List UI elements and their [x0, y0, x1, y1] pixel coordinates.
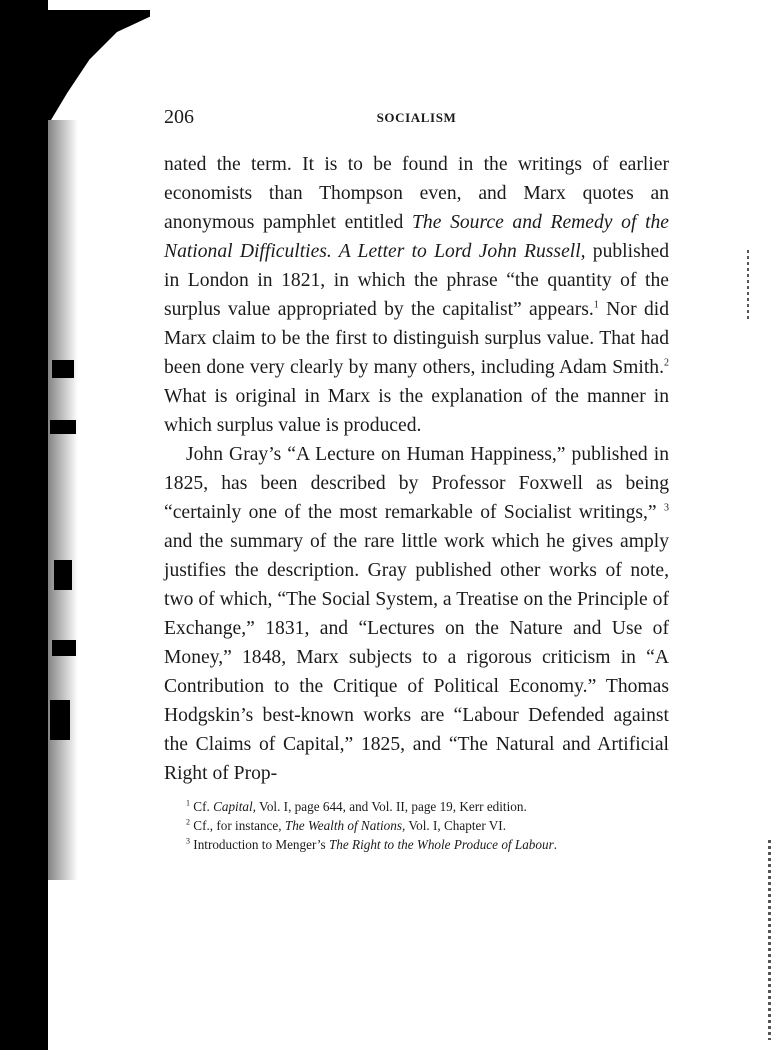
footnote-text: .	[553, 837, 558, 852]
scan-right-mark	[747, 250, 749, 320]
page-number: 206	[164, 106, 194, 128]
footnote-mark: 3	[186, 836, 190, 846]
page-header	[164, 100, 669, 128]
footnote	[164, 816, 669, 835]
footnote-ref: 3	[664, 502, 669, 514]
paragraph	[164, 150, 669, 440]
body-text	[164, 150, 669, 788]
scan-binding-edge	[40, 10, 150, 120]
footnote-text: Cf.	[190, 799, 214, 814]
text-run: What is original in Marx is the explanation of the manner in which surplus value is produced.	[164, 386, 669, 436]
scan-speck	[54, 560, 72, 590]
scan-gutter-shade	[44, 120, 78, 880]
footnote	[164, 835, 669, 854]
scan-speck	[52, 640, 76, 656]
footnote-title: The Wealth of Nations,	[284, 818, 406, 833]
footnote-text: Introduction to Menger’s	[190, 837, 329, 852]
scan-speck	[52, 360, 74, 378]
scan-speck	[50, 420, 76, 434]
scan-binding-shadow	[0, 0, 48, 1050]
footnote-text: Vol. I, page 644, and Vol. II, page 19, Kerr edition.	[255, 799, 527, 814]
text-run: and the summary of the rare little work which he gives amply justifies the description. Gray published other works of note, two of which, “The Social System, a Treatise on the Principle of Exchange,” 1831, and “Lectures on the Nature and Use of Money,” 1848, Marx subjects to a rigorous criticism in “A Contribution to the Critique of Political Economy.” Thomas Hodgskin’s best-known works are “Labour Defended against the Claims of Capital,” 1825, and “The Natural and Artificial Right of Prop-	[164, 531, 669, 784]
italic-title: The Source and Remedy of the National Difficulties. A Letter to Lord John Russell,	[164, 212, 670, 262]
footnote-mark: 2	[186, 817, 190, 827]
paragraph	[164, 440, 669, 788]
book-page	[164, 100, 669, 854]
scan-speck	[50, 700, 70, 740]
footnote-ref: 2	[664, 357, 669, 369]
footnote-ref: 1	[593, 299, 599, 311]
running-head: SOCIALISM	[376, 110, 457, 125]
footnote-text: Vol. I, Chapter VI.	[405, 818, 506, 833]
footnote-title: The Right to the Whole Produce of Labour	[328, 837, 554, 852]
footnotes	[164, 797, 669, 854]
text-run: Nor did Marx claim to be the first to distinguish surplus value. That had been done very clearly by many others, including Adam Smith.	[164, 299, 669, 378]
footnote-mark: 1	[186, 798, 190, 808]
footnote-title: Capital,	[213, 799, 256, 814]
text-run: published in London in 1821, in which the phrase “the quantity of the surplus value appropriated by the capitalist” appears.	[164, 241, 669, 320]
footnote-text: Cf., for instance,	[190, 818, 285, 833]
footnote	[164, 797, 669, 816]
text-run: John Gray’s “A Lecture on Human Happiness,” published in 1825, has been described by Professor Foxwell as being “certainly one of the most remarkable of Socialist writings,”	[164, 444, 669, 523]
text-run: nated the term. It is to be found in the writings of earlier economists than Thompson even, and Marx quotes an anonymous pamphlet entitled	[164, 154, 669, 233]
scan-right-edge	[768, 840, 771, 1040]
